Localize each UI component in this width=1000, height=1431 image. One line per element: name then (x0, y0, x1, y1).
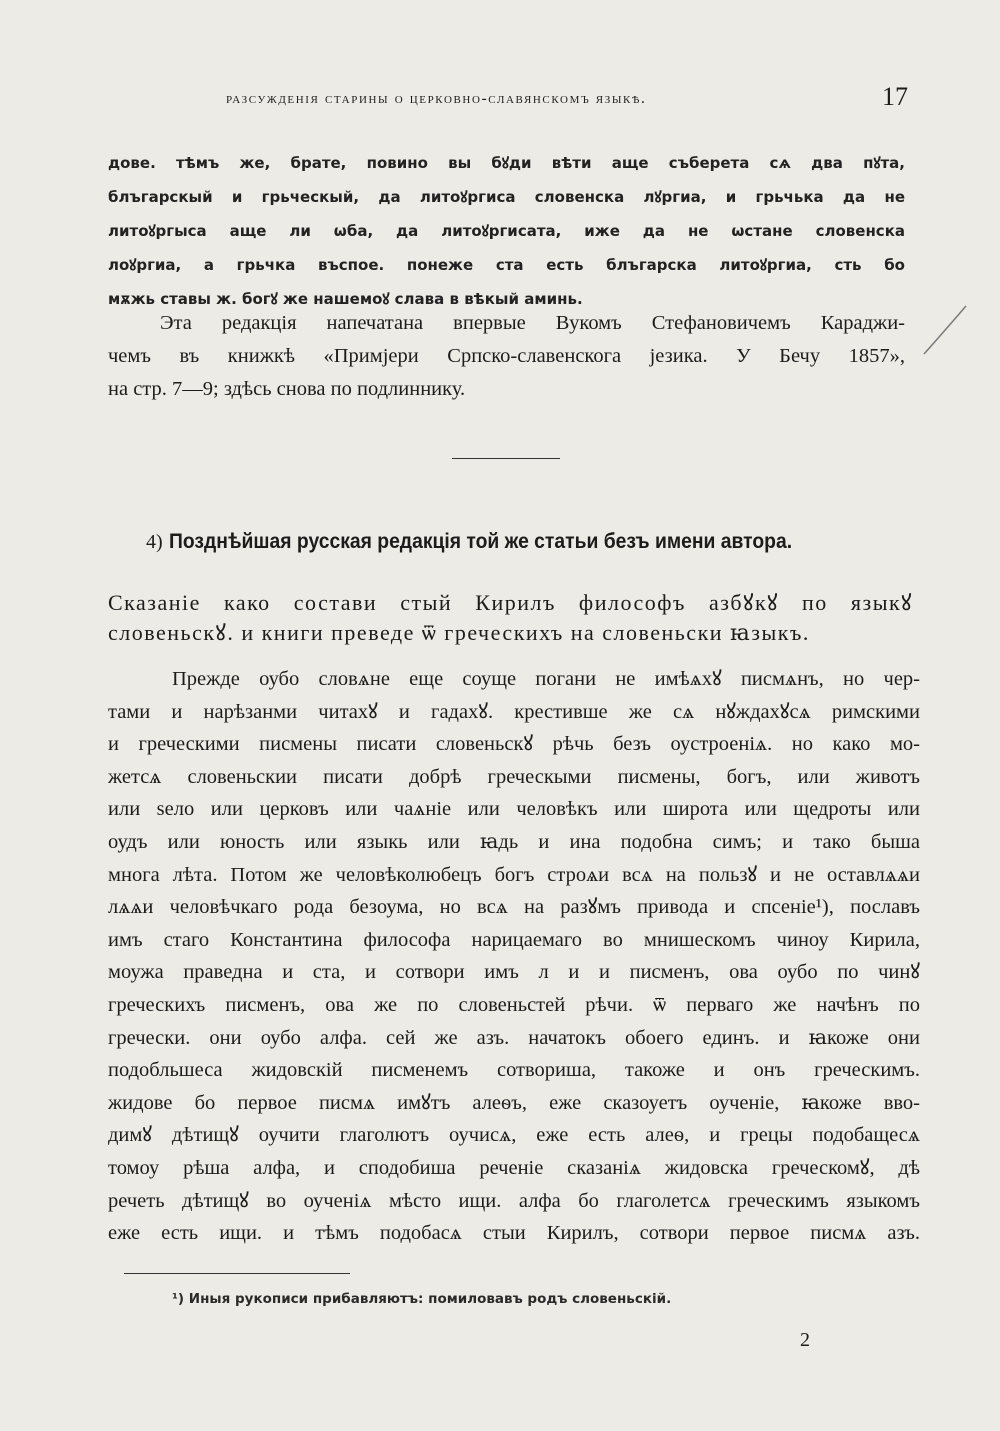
text-line: лѧѧи человѣчкаго рода безоума, но всѧ на разꙋмъ привода и спсеніе¹), пославъ (108, 896, 920, 919)
text-line: Прежде оубо словѧне еще соуще погани не имѣѧхꙋ писмѧнъ, но чер- (172, 668, 920, 690)
text-line: речеть дѣтищꙋ во оученіѧ мѣсто ищи. алфа бо глаголетсѧ греческимъ языкомъ (108, 1189, 920, 1212)
title-line: словеньскꙋ. и книги преведе ѿ греческихъ на словеньски ꙗзыкъ. (108, 620, 810, 645)
text-line: димꙋ дѣтищꙋ оучити глаголютъ оучисѧ, еже есть алеѳ, и грецы подобащесѧ (108, 1124, 920, 1147)
note-line: Эта редакція напечатана впервые Вукомъ Стефановичемъ Караджи- (160, 312, 905, 334)
section-divider (452, 458, 560, 459)
section-title: Позднѣйшая русская редакція той же статьи безъ имени автора. (168, 530, 792, 553)
note-line: чемъ въ книжкѣ «Примјери Српско-славенскога језика. У Бечу 1857», (108, 345, 905, 367)
text-line: или ѕело или церковъ или чаѧніе или человѣкъ или широта или щедроты или (108, 798, 920, 821)
footnote: ¹) Иныя рукописи прибавляютъ: помиловавъ родъ словеньскій. (172, 1291, 672, 1307)
text-line: имъ стаго Константина философа нарицаемаго во мнишескомъ чиноу Кирила, (108, 928, 920, 951)
text-line: еже есть ищи. и тѣмъ подобасѧ стыи Кирилъ, сотвори первое писмѧ азъ. (108, 1222, 920, 1245)
text-line: жидове бо первое писмѧ имꙋтъ алеѳъ, еже сказоуетъ оученіе, ꙗкоже вво- (108, 1091, 920, 1114)
text-line: тами и нарѣзанми читахꙋ и гадахꙋ. крестивше же сѧ нꙋждахꙋсѧ римскими (108, 700, 920, 723)
passage-line: литоꙋргыса аще ли ѡба, да литоꙋргисата, иже да не ѡстане словенска (108, 222, 905, 240)
editorial-note (108, 307, 905, 406)
pencil-margin-mark (914, 302, 974, 362)
text-line: жетсѧ словеньскии писати добрѣ греческыми писмены, богъ, или животъ (108, 765, 920, 788)
section-heading (146, 530, 906, 554)
text-line: гречески. они оубо алфа. сей же азъ. начатокъ обоего единъ. и ꙗкоже они (108, 1026, 920, 1049)
footnote-rule (124, 1273, 350, 1274)
text-line: томоу рѣша алфа, и сподобиша реченіе сказаніѧ жидовска греческомꙋ, дѣ (108, 1156, 920, 1179)
church-slavonic-passage (108, 146, 905, 316)
page-number: 17 (882, 82, 908, 111)
running-head (108, 82, 908, 118)
passage-line: дове. тѣмъ же, брате, повино вы бꙋди вѣти аще съберета сѧ два пꙋта, (108, 154, 905, 172)
title-line: Сказаніе како состави стый Кирилъ философъ азбꙋкꙋ по языкꙋ (108, 590, 913, 615)
signature-mark: 2 (800, 1329, 810, 1351)
passage-line: лоꙋргиа, а грьчка въспое. понеже ста есть блъгарска литоꙋргиа, сть бо (108, 256, 905, 274)
text-line: моужа праведна и ста, и сотвори имъ л и и писменъ, ова оубо по чинꙋ (108, 961, 920, 984)
text-line: греческихъ писменъ, ова же по словеньстей рѣчи. ѿ перваго же начѣнъ по (108, 993, 920, 1016)
main-text (108, 663, 920, 1250)
note-line: на стр. 7—9; здѣсь снова по подлиннику. (108, 378, 466, 400)
passage-line: блъгарскый и грьческый, да литоꙋргиса словенска лꙋргиа, и грьчька да не (108, 188, 905, 206)
passage-line: мѫжь ставы ж. богꙋ же нашемоꙋ слава в вѣкый аминь. (108, 290, 583, 308)
text-line: многа лѣта. Потом же человѣколюбецъ богъ строѧи всѧ на пользꙋ и не оставлѧѧи (108, 863, 920, 886)
text-line: и греческими писмены писати словеньскꙋ рѣчь безъ оустроеніѧ. но како мо- (108, 733, 920, 756)
section-number: 4) (146, 531, 163, 553)
text-title (108, 588, 913, 648)
text-line: оудъ или юность или языкь или ꙗдь и ина подобна симъ; и тако быша (108, 830, 920, 853)
text-line: подобльшеса жидовскій писменемъ сотвориша, такоже и онъ греческимъ. (108, 1059, 920, 1082)
running-title: разсужденія старины о церковно-славянскомъ языкѣ. (226, 90, 647, 107)
